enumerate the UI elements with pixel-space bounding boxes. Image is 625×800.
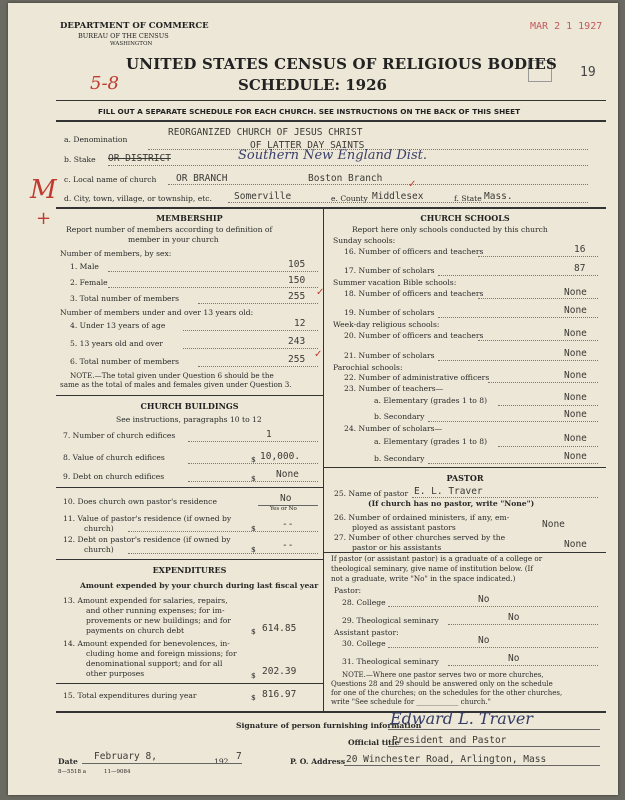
q3-label: 3. Total number of members — [70, 294, 180, 303]
census-schedule-form — [8, 3, 618, 795]
q15-value: 816.97 — [262, 689, 297, 700]
membership-note-2: same as the total of males and females given under Question 3. — [60, 380, 292, 389]
expenditures-heading: EXPENDITURES — [152, 565, 227, 575]
q24a-label: a. Elementary (grades 1 to 8) — [374, 437, 488, 446]
q9-value: None — [276, 469, 299, 480]
members-by-sex: Number of members, by sex: — [60, 249, 172, 258]
city-value: Somerville — [234, 191, 292, 202]
expenditures-sub: Amount expended by your church during last fiscal year — [80, 581, 319, 590]
city-name: WASHINGTON — [110, 41, 153, 47]
q24a-value: None — [564, 433, 587, 444]
bureau-name: BUREAU OF THE CENSUS — [78, 32, 169, 40]
state-label: f. State — [454, 194, 482, 203]
q28-label: 28. College — [342, 598, 386, 607]
q16-label: 16. Number of officers and teachers — [344, 247, 484, 256]
pastor-label: Pastor: — [334, 586, 362, 595]
date-stamp: MAR 2 1 1927 — [530, 21, 603, 32]
q14-dollar: $ — [251, 671, 256, 680]
weekday-schools: Week-day religious schools: — [333, 320, 440, 329]
form-title: UNITED STATES CENSUS OF RELIGIOUS BODIES — [126, 55, 558, 73]
q14-value: 202.39 — [262, 666, 297, 677]
q7-label: 7. Number of church edifices — [63, 431, 176, 440]
q9-dollar: $ — [251, 474, 256, 483]
pastor-note-2: Questions 28 and 29 should be answered only on the schedule — [331, 680, 553, 688]
state-value: Mass. — [484, 191, 513, 202]
q11-value: -- — [282, 519, 294, 530]
q22-value: None — [564, 370, 587, 381]
asst-pastor-label: Assistant pastor: — [334, 628, 399, 637]
q30-label: 30. College — [342, 639, 386, 648]
q13-value: 614.85 — [262, 623, 297, 634]
q17-value: 87 — [574, 263, 586, 274]
q11-label-1: 11. Value of pastor's residence (if owned by — [63, 514, 232, 523]
q14-label-4: other purposes — [86, 669, 145, 678]
q25-note: (If church has no pastor, write "None") — [368, 499, 535, 508]
buildings-sub: See instructions, paragraphs 10 to 12 — [116, 415, 262, 424]
form-number: 8—5518 a — [58, 769, 87, 775]
q1-value: 105 — [288, 259, 306, 270]
q19-label: 19. Number of scholars — [344, 308, 435, 317]
county-label: e. County — [331, 194, 368, 203]
official-title: President and Pastor — [392, 735, 507, 746]
q15-dollar: $ — [251, 693, 256, 702]
q29-label: 29. Theological seminary — [342, 616, 439, 625]
q4-label: 4. Under 13 years of age — [70, 321, 166, 330]
q24b-label: b. Secondary — [374, 454, 425, 463]
header-rule-top — [56, 100, 606, 101]
q23b-value: None — [564, 409, 587, 420]
schools-sub: Report here only schools conducted by this church — [352, 225, 548, 234]
q18-label: 18. Number of officers and teachers — [344, 289, 484, 298]
local-name-label: c. Local name of church — [64, 175, 157, 184]
q12-dollar: $ — [251, 545, 256, 554]
q13-label-4: payments on church debt — [86, 626, 184, 635]
stamp-number: 19 — [580, 65, 596, 80]
address-label: P. O. Address — [290, 757, 346, 766]
date-value: February 8, — [94, 751, 157, 762]
members-by-age: Number of members under and over 13 years old: — [60, 308, 254, 317]
check-mark-1: ✓ — [316, 287, 325, 298]
grad-note-2: theological seminary, give name of institution below. (If — [331, 564, 534, 573]
q31-value: No — [508, 653, 520, 664]
q15-label: 15. Total expenditures during year — [63, 691, 197, 700]
q28-value: No — [478, 594, 490, 605]
pastor-note-1: NOTE.—Where one pastor serves two or more churches, — [342, 671, 544, 679]
q6-label: 6. Total number of members — [70, 357, 180, 366]
date-label: Date — [58, 757, 78, 766]
grad-note-1: If pastor (or assistant pastor) is a graduate of a college or — [331, 554, 543, 563]
q23-label: 23. Number of teachers— — [344, 384, 444, 393]
yes-no-hint: Yes or No — [270, 506, 297, 512]
q13-label-1: 13. Amount expended for salaries, repairs, — [63, 596, 228, 605]
q26-value: None — [542, 519, 565, 530]
q2-value: 150 — [288, 275, 306, 286]
q4-value: 12 — [294, 318, 306, 329]
summer-schools: Summer vacation Bible schools: — [333, 278, 457, 287]
denomination-value-1: REORGANIZED CHURCH OF JESUS CHRIST — [168, 127, 363, 138]
q21-label: 21. Number of scholars — [344, 351, 435, 360]
q12-label-2: church) — [84, 545, 114, 554]
q20-value: None — [564, 328, 587, 339]
q12-value: -- — [282, 540, 294, 551]
q13-label-3: provements or new buildings; and for — [86, 616, 231, 625]
stake-label: b. Stake — [64, 155, 96, 164]
pastor-heading: PASTOR — [446, 473, 484, 483]
membership-note-1: NOTE.—The total given under Question 6 should be the — [70, 371, 274, 380]
schools-heading: CHURCH SCHOOLS — [420, 213, 510, 223]
check-mark-3: ✓ — [408, 179, 417, 190]
form-subtitle: SCHEDULE: 1926 — [238, 76, 387, 94]
denomination-label: a. Denomination — [64, 135, 128, 144]
q26-label-2: ployed as assistant pastors — [352, 523, 456, 532]
stake-typed: OR DISTRICT — [108, 153, 171, 164]
q23a-label: a. Elementary (grades 1 to 8) — [374, 396, 488, 405]
q11-label-2: church) — [84, 524, 114, 533]
q10-label: 10. Does church own pastor's residence — [63, 497, 217, 506]
q19-value: None — [564, 305, 587, 316]
county-value: Middlesex — [372, 191, 424, 202]
denomination-value-2: OF LATTER DAY SAINTS — [250, 140, 365, 151]
q16-value: 16 — [574, 244, 586, 255]
q14-label-2: cluding home and foreign missions; for — [86, 649, 237, 658]
grad-note-3: not a graduate, write "No" in the space indicated.) — [331, 574, 516, 583]
q11-dollar: $ — [251, 524, 256, 533]
q7-value: 1 — [266, 429, 272, 440]
q24-label: 24. Number of scholars— — [344, 424, 443, 433]
q5-label: 5. 13 years old and over — [70, 339, 163, 348]
q25-label: 25. Name of pastor — [334, 489, 409, 498]
q27-label-2: pastor or his assistants — [352, 543, 442, 552]
year-value: 7 — [236, 751, 242, 762]
q6-value: 255 — [288, 354, 306, 365]
q27-value: None — [564, 539, 587, 550]
local-typed: OR BRANCH — [176, 173, 228, 184]
q8-label: 8. Value of church edifices — [63, 453, 165, 462]
check-mark-2: ✓ — [314, 349, 323, 360]
q10-value: No — [280, 493, 292, 504]
margin-plus: + — [36, 208, 52, 229]
q12-label-1: 12. Debt on pastor's residence (if owned by — [63, 535, 231, 544]
stake-value: Southern New England Dist. — [238, 148, 427, 163]
q29-value: No — [508, 612, 520, 623]
q27-label-1: 27. Number of other churches served by the — [334, 533, 506, 542]
pastor-note-3: for one of the churches; on the schedules for the other churches, — [331, 689, 563, 697]
q2-label: 2. Female — [70, 278, 108, 287]
q17-label: 17. Number of scholars — [344, 266, 435, 275]
q13-label-2: and other running expenses; for im- — [86, 606, 225, 615]
signature-label: Signature of person furnishing information — [236, 721, 422, 730]
q1-label: 1. Male — [70, 262, 99, 271]
membership-intro-1: Report number of members according to definition of — [66, 225, 273, 234]
q31-label: 31. Theological seminary — [342, 657, 439, 666]
q8-value: 10,000. — [260, 451, 301, 462]
address-value: 20 Winchester Road, Arlington, Mass — [346, 754, 547, 765]
margin-mark: M — [30, 175, 57, 205]
parochial-schools: Parochial schools: — [333, 363, 403, 372]
q14-label-1: 14. Amount expended for benevolences, in- — [63, 639, 230, 648]
q24b-value: None — [564, 451, 587, 462]
q18-value: None — [564, 287, 587, 298]
q26-label-1: 26. Number of ordained ministers, if any, em- — [334, 513, 510, 522]
year-prefix: 192 — [214, 757, 229, 766]
official-title-label: Official title — [348, 738, 400, 747]
header-rule-bottom — [56, 120, 606, 122]
q13-dollar: $ — [251, 627, 256, 636]
q3-value: 255 — [288, 291, 306, 302]
column-divider — [323, 207, 324, 712]
membership-heading: MEMBERSHIP — [156, 213, 223, 223]
q8-dollar: $ — [251, 455, 256, 464]
q30-value: No — [478, 635, 490, 646]
q20-label: 20. Number of officers and teachers — [344, 331, 484, 340]
q25-value: E. L. Traver — [414, 486, 483, 497]
dept-name: DEPARTMENT OF COMMERCE — [60, 21, 209, 31]
q5-value: 243 — [288, 336, 306, 347]
sunday-schools: Sunday schools: — [333, 236, 396, 245]
form-instruction: FILL OUT A SEPARATE SCHEDULE FOR EACH CHURCH. SEE INSTRUCTIONS ON THE BACK OF THIS SHEET — [98, 107, 521, 116]
hand-number: 5-8 — [90, 73, 119, 94]
q23b-label: b. Secondary — [374, 412, 425, 421]
q9-label: 9. Debt on church edifices — [63, 472, 165, 481]
section-top-rule — [56, 207, 606, 209]
pastor-note-4: write "See schedule for ____________ church." — [331, 698, 491, 706]
q21-value: None — [564, 348, 587, 359]
local-name-value: Boston Branch — [308, 173, 383, 184]
city-label: d. City, town, village, or township, etc. — [64, 194, 212, 203]
buildings-heading: CHURCH BUILDINGS — [140, 401, 239, 411]
q22-label: 22. Number of administrative officers — [344, 373, 490, 382]
print-number: 11—9084 — [104, 769, 131, 775]
membership-intro-2: member in your church — [128, 235, 219, 244]
signature: Edward L. Traver — [390, 709, 533, 728]
q23a-value: None — [564, 392, 587, 403]
q14-label-3: denominational support; and for all — [86, 659, 223, 668]
